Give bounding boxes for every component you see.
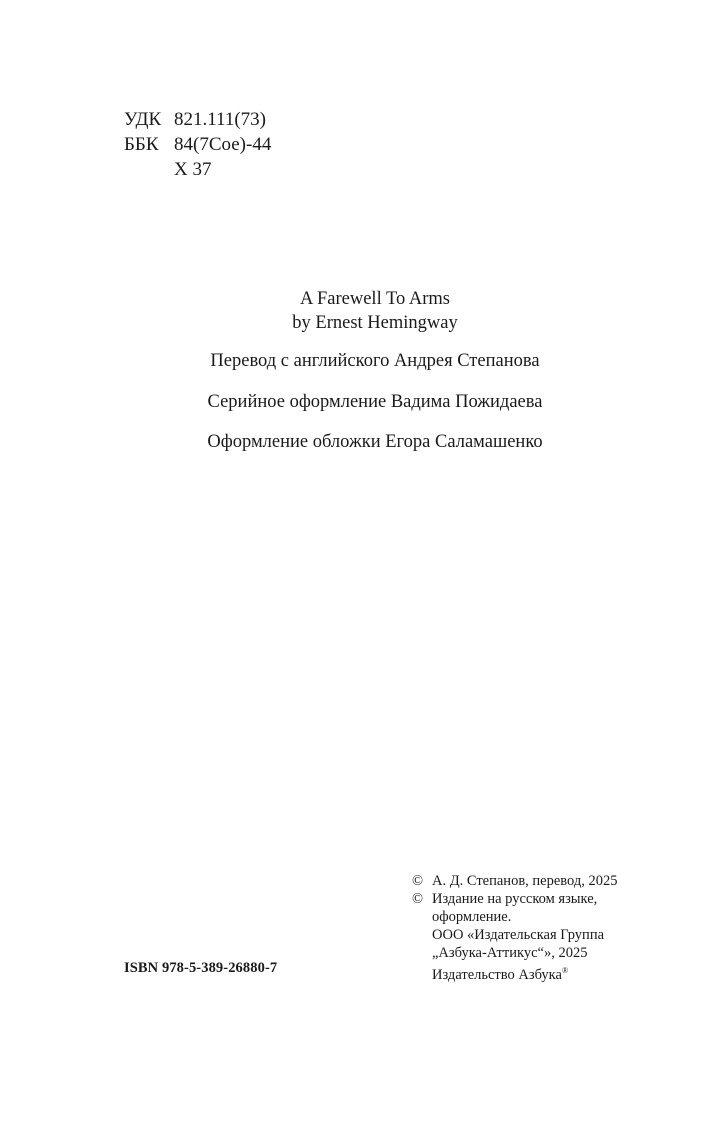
publisher-line bbox=[432, 962, 702, 984]
cover-design-credit: Оформление обложки Егора Саламашенко bbox=[207, 432, 543, 452]
copyright-entry-translation bbox=[412, 872, 702, 890]
original-title: A Farewell To Arms bbox=[300, 289, 450, 309]
udk-value: 821.111(73) bbox=[174, 109, 266, 130]
udk-row bbox=[124, 107, 271, 132]
original-author: by Ernest Hemingway bbox=[292, 313, 458, 333]
copyright-line: ООО «Издательская Группа bbox=[432, 927, 605, 943]
registered-mark-icon: ® bbox=[561, 966, 569, 975]
author-sign: Х 37 bbox=[174, 159, 212, 180]
copyright-entry-edition bbox=[412, 890, 702, 984]
bbk-row bbox=[124, 132, 271, 157]
copyright-icon: © bbox=[412, 891, 424, 907]
publisher-name: Издательство Азбука bbox=[432, 966, 562, 983]
bbk-value: 84(7Сое)-44 bbox=[174, 134, 272, 155]
copyright-line: оформление. bbox=[432, 909, 512, 925]
classification-codes bbox=[124, 107, 271, 182]
original-title-block bbox=[0, 287, 709, 335]
copyright-line: Издание на русском языке, bbox=[432, 891, 598, 907]
translator-credit: Перевод с английского Андрея Степанова bbox=[210, 351, 540, 371]
series-design-credit: Серийное оформление Вадима Пожидаева bbox=[207, 392, 543, 412]
bbk-label: ББК bbox=[124, 134, 159, 155]
copyright-line: „Азбука-Аттикус“», 2025 bbox=[432, 945, 588, 961]
udk-label: УДК bbox=[124, 109, 162, 130]
copyright-icon: © bbox=[412, 873, 424, 889]
copyright-line: А. Д. Степанов, перевод, 2025 bbox=[432, 873, 618, 889]
copyright-block bbox=[412, 872, 702, 984]
isbn: ISBN 978-5-389-26880-7 bbox=[124, 960, 278, 976]
